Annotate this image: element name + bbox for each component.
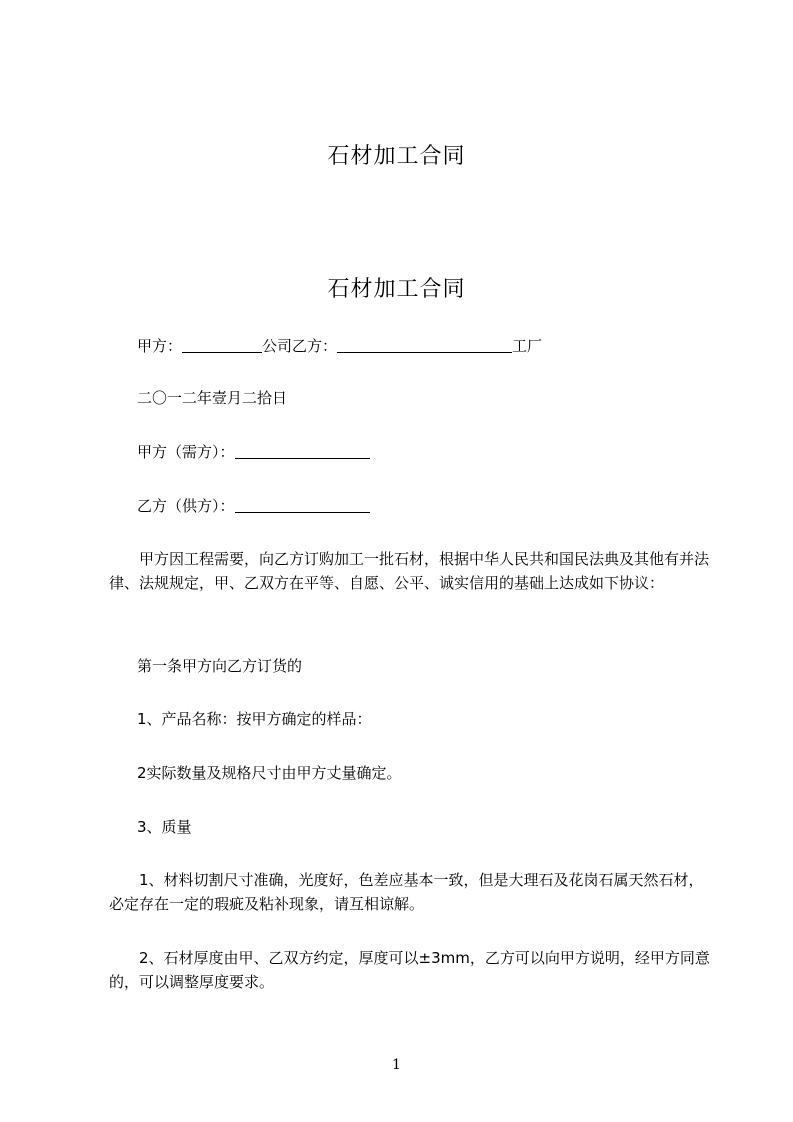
contract-title: 石材加工合同 (327, 277, 466, 302)
item-product-name: 1、产品名称：按甲方确定的样品： (137, 710, 372, 728)
party-a-suffix: 公司乙方： (262, 337, 338, 355)
item-quality: 3、质量 (137, 818, 192, 836)
article-1-heading: 第一条甲方向乙方订货的 (137, 657, 303, 675)
party-b-suffix: 工厂 (512, 337, 543, 355)
buyer-blank (235, 443, 370, 459)
page-number: 1 (392, 1057, 401, 1073)
seller-line (137, 495, 370, 517)
party-a-blank (182, 337, 262, 353)
seller-label: 乙方（供方）： (137, 497, 235, 515)
party-a-label: 甲方： (137, 337, 183, 355)
quality-clause-2: 2、石材厚度由甲、乙双方约定，厚度可以±3mm，乙方可以向甲方说明，经甲方同意的，可以调整厚度要求。 (109, 949, 710, 991)
document-header-title: 石材加工合同 (327, 144, 466, 169)
item-quantity: 2实际数量及规格尺寸由甲方丈量确定。 (137, 764, 402, 782)
seller-blank (235, 497, 370, 513)
buyer-line (137, 441, 370, 463)
party-b-blank (337, 337, 512, 353)
intro-paragraph: 甲方因工程需要，向乙方订购加工一批石材，根据中华人民共和国民法典及其他有并法律、法规规定，甲、乙双方在平等、自愿、公平、诚实信用的基础上达成如下协议： (109, 550, 710, 592)
contract-date: 二〇一二年壹月二拾日 (137, 389, 288, 407)
buyer-label: 甲方（需方）： (137, 443, 235, 461)
quality-clause-1: 1、材料切割尺寸准确，光度好，色差应基本一致，但是大理石及花岗石属天然石材，必定存在一定的瑕疵及粘补现象，请互相谅解。 (109, 871, 704, 913)
parties-line (137, 335, 542, 357)
